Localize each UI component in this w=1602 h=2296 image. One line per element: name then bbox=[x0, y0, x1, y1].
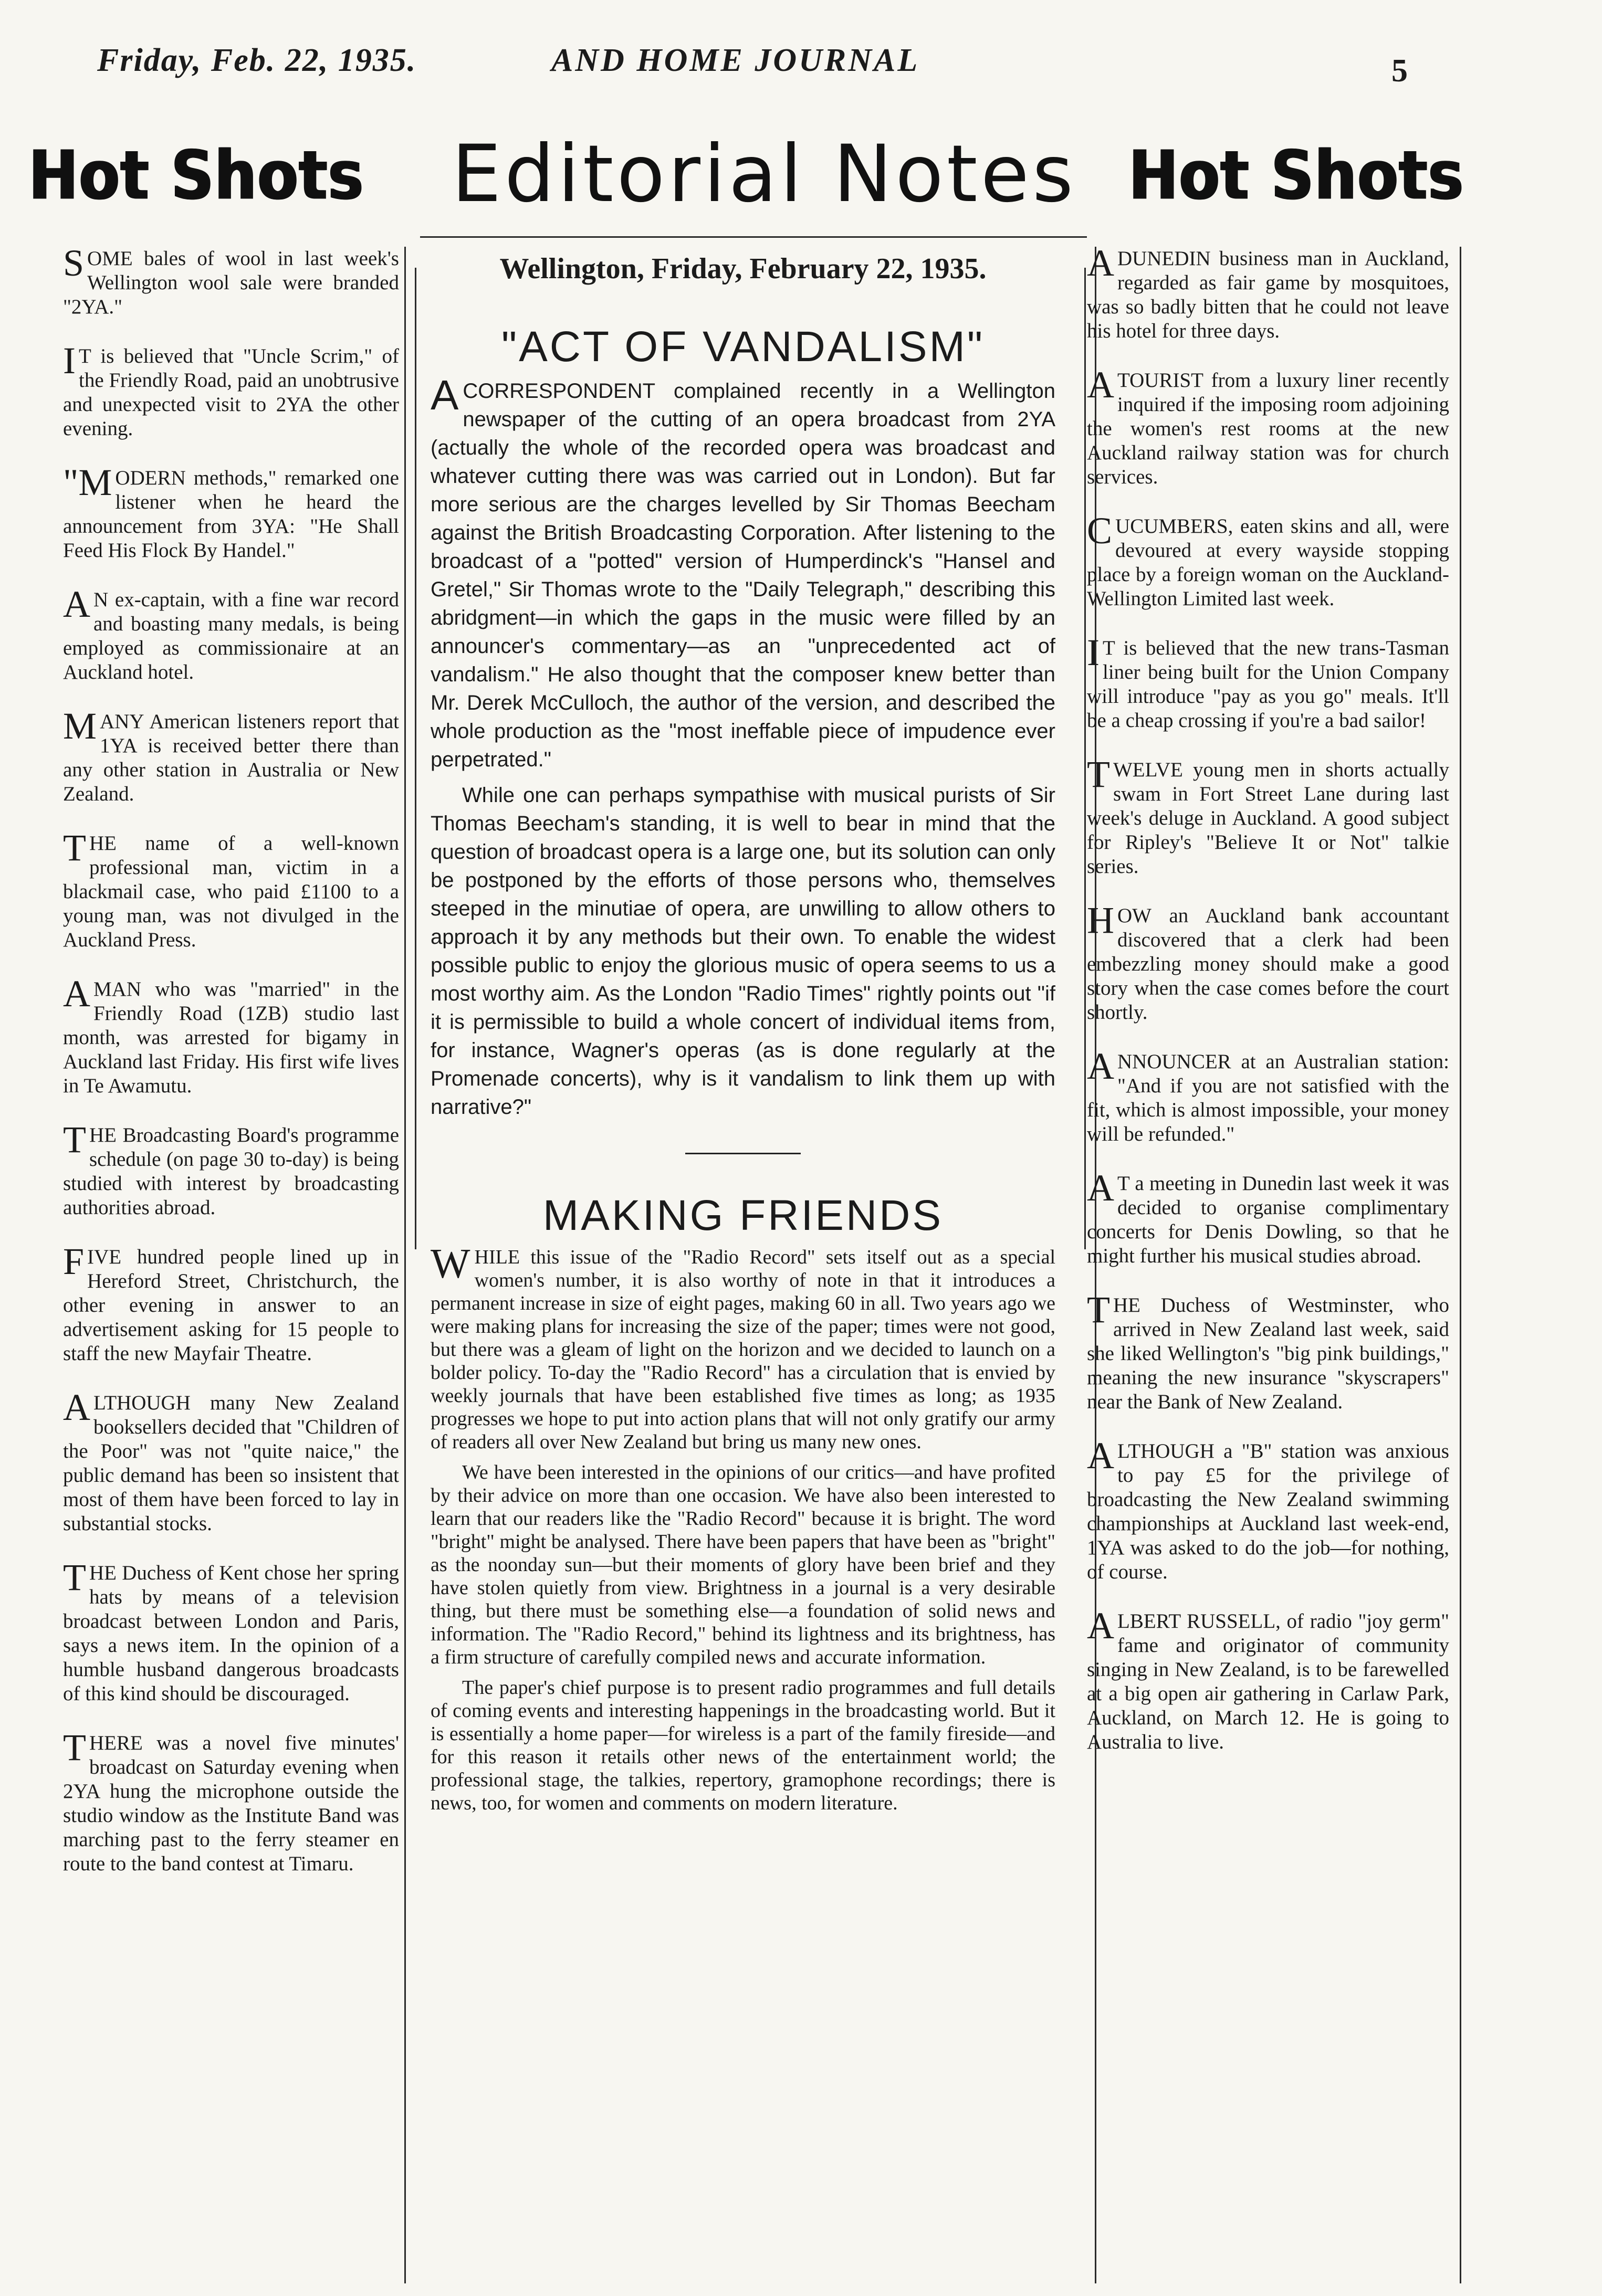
hot-shot-item bbox=[1087, 364, 1449, 489]
page-number: 5 bbox=[1391, 53, 1408, 89]
drop-cap: A bbox=[63, 1386, 90, 1428]
hot-shot-item bbox=[1087, 899, 1449, 1025]
drop-cap: S bbox=[63, 242, 85, 284]
editorial-notes-title: Editorial Notes bbox=[452, 129, 1077, 220]
item-text: T a meeting in Dunedin last week it was decided to organise complimentary concerts for Denis Dowling, so that he might further his musical studies abroad. bbox=[1087, 1172, 1449, 1267]
drop-cap: W bbox=[431, 1241, 470, 1287]
item-text: UCUMBERS, eaten skins and all, were devoured at every wayside stopping place by a foreign woman on the Auckland-Wellington Limited last week. bbox=[1087, 515, 1449, 610]
drop-cap: T bbox=[63, 827, 86, 869]
hot-shot-item bbox=[1087, 1167, 1449, 1268]
item-text: NNOUNCER at an Australian station: "And if you are not satisfied with the fit, which is almost impossible, your money will be refunded." bbox=[1087, 1050, 1449, 1145]
drop-cap: C bbox=[1087, 510, 1113, 552]
item-text: LTHOUGH a "B" station was anxious to pay £5 for the privilege of broadcasting the New Zealand swimming championships at Auckland last week-end, 1YA was asked to do the job—for nothing, of course. bbox=[1087, 1440, 1449, 1583]
item-text: T is believed that "Uncle Scrim," of the Friendly Road, paid an unobtrusive and unexpected visit to 2YA the other evening. bbox=[63, 345, 399, 440]
editorial-column bbox=[415, 247, 1071, 1822]
drop-cap: A bbox=[63, 583, 90, 625]
article-paragraph: The paper's chief purpose is to present radio programmes and full details of coming events and interesting happenings in the broadcasting world. But it is essentially a home paper—for wireless is a part of the family fireside—and for this reason it retails other news of the entertainment world; the professional stage, the talkies, repertory, gramophone recordings; there is news, too, for women and comments on modern literature. bbox=[431, 1677, 1055, 1814]
item-text: LTHOUGH many New Zealand booksellers decided that "Children of the Poor" was not "quite naice," the public demand has been so insistent that most of them have been forced to lay in substantial stocks. bbox=[63, 1392, 399, 1535]
hot-shot-item bbox=[1087, 631, 1449, 733]
item-text: HE Duchess of Westminster, who arrived in New Zealand last week, said she liked Wellington's "big pink buildings," meaning the new insurance "skyscrapers" near the Bank of New Zealand. bbox=[1087, 1294, 1449, 1413]
hot-shot-item bbox=[63, 461, 399, 563]
item-text: ANY American listeners report that 1YA is received better there than any other station in Australia or New Zealand. bbox=[63, 710, 399, 805]
hot-shot-item bbox=[63, 827, 399, 952]
item-text: MAN who was "married" in the Friendly Road (1ZB) studio last month, was arrested for bigamy in Auckland last Friday. His first wife lives in Te Awamutu. bbox=[63, 978, 399, 1097]
drop-cap: A bbox=[1087, 1045, 1114, 1087]
drop-cap: A bbox=[1087, 1435, 1114, 1477]
item-text: HE name of a well-known professional man, victim in a blackmail case, who paid £1100 to a young man, was not divulged in the Auckland Press. bbox=[63, 832, 399, 951]
hot-shot-item bbox=[1087, 510, 1449, 611]
drop-cap: A bbox=[431, 372, 459, 418]
left-column bbox=[63, 242, 399, 1901]
drop-cap: I bbox=[1087, 631, 1100, 673]
article-paragraph: ACORRESPONDENT complained recently in a Wellington newspaper of the cutting of an opera broadcast from 2YA (actually the whole of the recorded opera was broadcast and whatever cutting there was was carried out in London). But far more serious are the charges levelled by Sir Thomas Beecham against the British Broadcasting Corporation. After listening to the broadcast of a "potted" version of Humperdinck's "Hansel and Gretel," Sir Thomas wrote to the "Daily Telegraph," describing this abridgment—in which the gaps in the music were filled by an announcer's commentary—as an "unprecedented act of vandalism." He also thought that the composer knew better than Mr. Derek McCulloch, the author of the version, and described the whole production as the "most ineffable piece of impudence ever perpetrated." bbox=[431, 372, 1055, 771]
article-paragraph: While one can perhaps sympathise with musical purists of Sir Thomas Beecham's standing, it is well to bear in mind that the question of broadcast opera is a large one, but its solution can only be postponed by the efforts of those persons who, themselves steeped in the minutiae of opera, are unwilling to allow others to approach it by any methods but their own. To enable the widest possible public to enjoy the glorious music of opera seems to us a most worthy aim. As the London "Radio Times" rightly points out "if it is permissible to build a whole concert of individual items from, for instance, Wagner's operas (as is done regularly at the Promenade concerts), why is it vandalism to link them up with narrative?" bbox=[431, 784, 1055, 1119]
item-text: WELVE young men in shorts actually swam in Fort Street Lane during last week's deluge in Auckland. A good subject for Ripley's "Believe It or Not" talkie series. bbox=[1087, 759, 1449, 878]
item-text: HE Duchess of Kent chose her spring hats by means of a television broadcast between London and Paris, says a news item. In the opinion of a humble husband dangerous broadcasts of this kind should be discouraged. bbox=[63, 1562, 399, 1705]
item-text: ODERN methods," remarked one listener when he heard the announcement from 3YA: "He Shall Feed His Flock By Handel." bbox=[63, 467, 399, 562]
drop-cap: T bbox=[1087, 1289, 1110, 1331]
article-paragraph: We have been interested in the opinions of our critics—and have profited by their advice on more than one occasion. We have also been interested to learn that our readers like the "Radio Record" because it is bright. The word "bright" might be analysed. There have been papers that have been as "bright" as the noonday sun—but their moments of glory have been brief and they have stolen quietly from view. Brightness in a journal is a very desirable thing, but there must be something else—a foundation of solid news and information. The "Radio Record," behind its lightness and its brightness, has a firm structure of carefully compiled news and accurate information. bbox=[431, 1461, 1055, 1668]
drop-cap: "M bbox=[63, 461, 112, 503]
item-text: N ex-captain, with a fine war record and boasting many medals, is being employed as commissionaire at an Auckland hotel. bbox=[63, 588, 399, 683]
hot-shot-item bbox=[63, 1386, 399, 1536]
center-right-rule bbox=[1084, 268, 1086, 1249]
drop-cap: A bbox=[1087, 1167, 1114, 1209]
hot-shot-item bbox=[63, 583, 399, 684]
item-text: HE Broadcasting Board's programme schedule (on page 30 to-day) is being studied with interest by broadcasting authorities abroad. bbox=[63, 1124, 399, 1219]
article-paragraph: WHILE this issue of the "Radio Record" sets itself out as a special women's number, it is also worthy of note in that it introduces a permanent increase in size of eight pages, making 60 in all. Two years ago we were making plans for increasing the size of the paper; times were not good, but there was a gleam of light on the horizon and we decided to launch on a bolder policy. To-day the "Radio Record" has a circulation that is envied by weekly journals that have been established five times as long; as 1935 progresses we hope to put into action plans that will not only gratify our army of readers all over New Zealand but bring us many new ones. bbox=[431, 1241, 1055, 1453]
item-text: TOURIST from a luxury liner recently inquired if the imposing room adjoining the women's rest rooms at the new Auckland railway station was for church services. bbox=[1087, 369, 1449, 488]
hot-shot-item bbox=[63, 1726, 399, 1876]
headline-making-friends: MAKING FRIENDS bbox=[542, 1192, 944, 1239]
hot-shot-item bbox=[63, 973, 399, 1098]
item-text: IVE hundred people lined up in Hereford Street, Christchurch, the other evening in answer to an advertisement asking for 15 people to staff the new Mayfair Theatre. bbox=[63, 1246, 399, 1365]
item-text: OME bales of wool in last week's Wellington wool sale were branded "2YA." bbox=[63, 247, 399, 318]
hot-shots-banner-right: Hot Shots bbox=[1129, 136, 1464, 215]
drop-cap: A bbox=[1087, 1605, 1114, 1647]
hot-shot-item bbox=[63, 705, 399, 806]
hot-shot-item bbox=[1087, 1605, 1449, 1754]
drop-cap: T bbox=[63, 1726, 86, 1768]
right-column bbox=[1087, 242, 1449, 1779]
drop-cap: T bbox=[63, 1119, 86, 1161]
drop-cap: A bbox=[63, 973, 90, 1015]
hot-shot-item bbox=[63, 1556, 399, 1706]
hot-shots-banner-left: Hot Shots bbox=[29, 136, 364, 215]
drop-cap: H bbox=[1087, 899, 1114, 941]
hot-shot-item bbox=[1087, 242, 1449, 343]
hot-shot-item bbox=[63, 1240, 399, 1366]
headline-vandalism: "ACT OF VANDALISM" bbox=[501, 323, 985, 371]
hot-shot-item bbox=[63, 242, 399, 319]
journal-name: AND HOME JOURNAL bbox=[551, 43, 920, 78]
section-divider bbox=[685, 1153, 801, 1154]
hot-shot-item bbox=[63, 340, 399, 441]
drop-cap: F bbox=[63, 1240, 85, 1282]
page-header bbox=[0, 0, 1602, 105]
hot-shot-item bbox=[63, 1119, 399, 1220]
hot-shot-item bbox=[1087, 753, 1449, 879]
item-text: DUNEDIN business man in Auckland, regarded as fair game by mosquitoes, was so badly bitten that he could not leave his hotel for three days. bbox=[1087, 247, 1449, 342]
drop-cap: T bbox=[63, 1556, 86, 1598]
drop-cap: T bbox=[1087, 753, 1110, 795]
drop-cap: M bbox=[63, 705, 97, 747]
item-text: T is believed that the new trans-Tasman liner being built for the Union Company will introduce "pay as you go" meals. It'll be a cheap crossing if you're a bad sailor! bbox=[1087, 637, 1449, 732]
item-text: LBERT RUSSELL, of radio "joy germ" fame and originator of community singing in New Zealand, is to be farewelled at a big open air gathering in Carlaw Park, Auckland, on March 12. He is going to Australia to live. bbox=[1087, 1610, 1449, 1753]
left-column-rule bbox=[404, 247, 406, 2283]
drop-cap: A bbox=[1087, 364, 1114, 406]
item-text: OW an Auckland bank accountant discovered that a clerk had been embezzling money should make a good story when the case comes before the court shortly. bbox=[1087, 904, 1449, 1024]
drop-cap: I bbox=[63, 340, 76, 382]
dateline-rule bbox=[420, 236, 1087, 238]
hot-shot-item bbox=[1087, 1289, 1449, 1414]
right-edge-rule bbox=[1460, 247, 1461, 2283]
item-text: HERE was a novel five minutes' broadcast on Saturday evening when 2YA hung the microphone outside the studio window as the Institute Band was marching past to the ferry steamer en route to the band contest at Timaru. bbox=[63, 1732, 399, 1875]
issue-date: Friday, Feb. 22, 1935. bbox=[97, 43, 417, 78]
hot-shot-item bbox=[1087, 1045, 1449, 1146]
dateline: Wellington, Friday, February 22, 1935. bbox=[499, 252, 987, 285]
drop-cap: A bbox=[1087, 242, 1114, 284]
hot-shot-item bbox=[1087, 1435, 1449, 1584]
